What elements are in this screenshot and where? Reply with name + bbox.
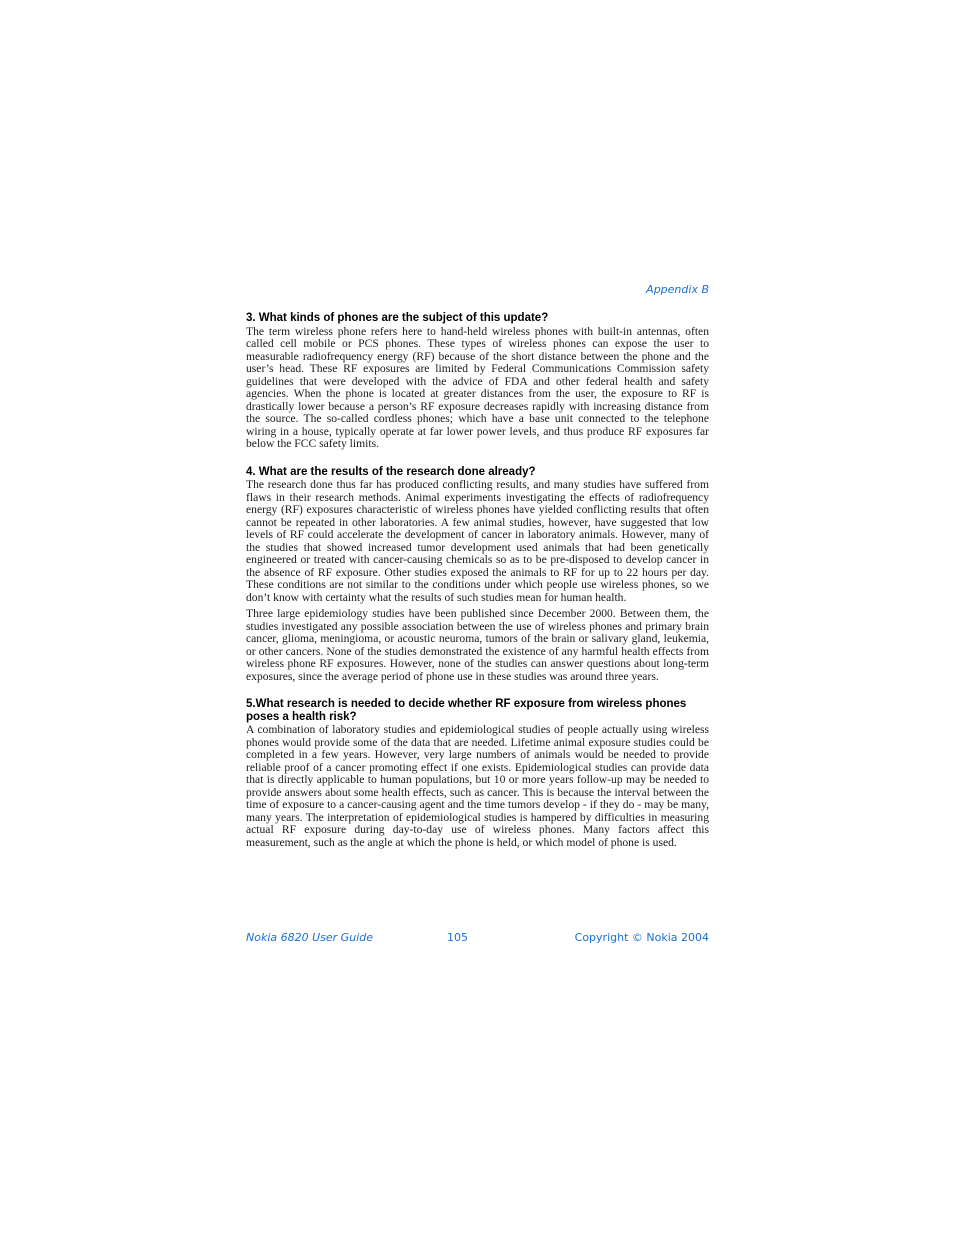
page-content [246, 312, 709, 864]
paragraph: The term wireless phone refers here to hand-held wireless phones with built-in antennas, often called cell mobile or PCS phones. These types of wireless phones can expose the user to measurable radiofrequency energy (RF) because of the short distance between the phone and the user’s head. These RF exposures are limited by Federal Communications Commission safety guidelines that were developed with the advice of FDA and other federal health and safety agencies. When the phone is located at greater distances from the user, the exposure to RF is drastically lower because a person’s RF exposure decreases rapidly with increasing distance from the source. The so-called cordless phones; which have a base unit connected to the telephone wiring in a house, typically operate at far lower power levels, and thus produce RF exposures far below the FCC safety limits. [246, 324, 709, 450]
paragraph: Three large epidemiology studies have been published since December 2000. Between them, the studies investigated any possible association between the use of wireless phones and primary brain cancer, glioma, meningioma, or acoustic neuroma, tumors of the brain or salivary gland, leukemia, or other cancers. None of the studies demonstrated the existence of any harmful health effects from wireless phone RF exposures. However, none of the studies can answer questions about long-term exposures, since the average period of phone use in these studies was around three years. [246, 607, 709, 683]
paragraph: The research done thus far has produced conflicting results, and many studies have suffered from flaws in their research methods. Animal experiments investigating the effects of radiofrequency energy (RF) exposures characteristic of wireless phones have yielded conflicting results that often cannot be repeated in other laboratories. A few animal studies, however, have suggested that low levels of RF could accelerate the development of cancer in laboratory animals. However, many of the studies that showed increased tumor development used animals that had been genetically engineered or treated with cancer-causing chemicals so as to be pre-disposed to develop cancer in the absence of RF exposure. Other studies exposed the animals to RF for up to 22 hours per day. These conditions are not similar to the conditions under which people use wireless phones, so we don’t know with certainty what the results of such studies mean for human health. [246, 478, 709, 604]
page-footer [246, 931, 709, 945]
section-4 [246, 466, 709, 684]
section-heading: 3. What kinds of phones are the subject of this update? [246, 312, 549, 324]
section-3 [246, 312, 709, 451]
page-number: 105 [447, 931, 468, 944]
running-head: Appendix B [646, 283, 709, 296]
footer-guide-title: Nokia 6820 User Guide [246, 931, 373, 944]
section-5 [246, 698, 709, 849]
section-heading: 4. What are the results of the research done already? [246, 465, 536, 478]
footer-copyright: Copyright © Nokia 2004 [574, 931, 709, 944]
section-heading: 5.What research is needed to decide whether RF exposure from wireless phones poses a health risk? [246, 698, 687, 723]
paragraph: A combination of laboratory studies and epidemiological studies of people actually using wireless phones would provide some of the data that are needed. Lifetime animal exposure studies could be completed in a few years. However, very large numbers of animals would be needed to provide reliable proof of a cancer promoting effect if one exists. Epidemiological studies can provide data that is directly applicable to human populations, but 10 or more years follow-up may be needed to provide answers about some health effects, such as cancer. This is because the interval between the time of exposure to a cancer-causing agent and the time tumors develop - if they do - may be many, many years. The interpretation of epidemiological studies is hampered by difficulties in measuring actual RF exposure during day-to-day use of wireless phones. Many factors affect this measurement, such as the angle at which the phone is held, or which model of phone is used. [246, 723, 709, 849]
